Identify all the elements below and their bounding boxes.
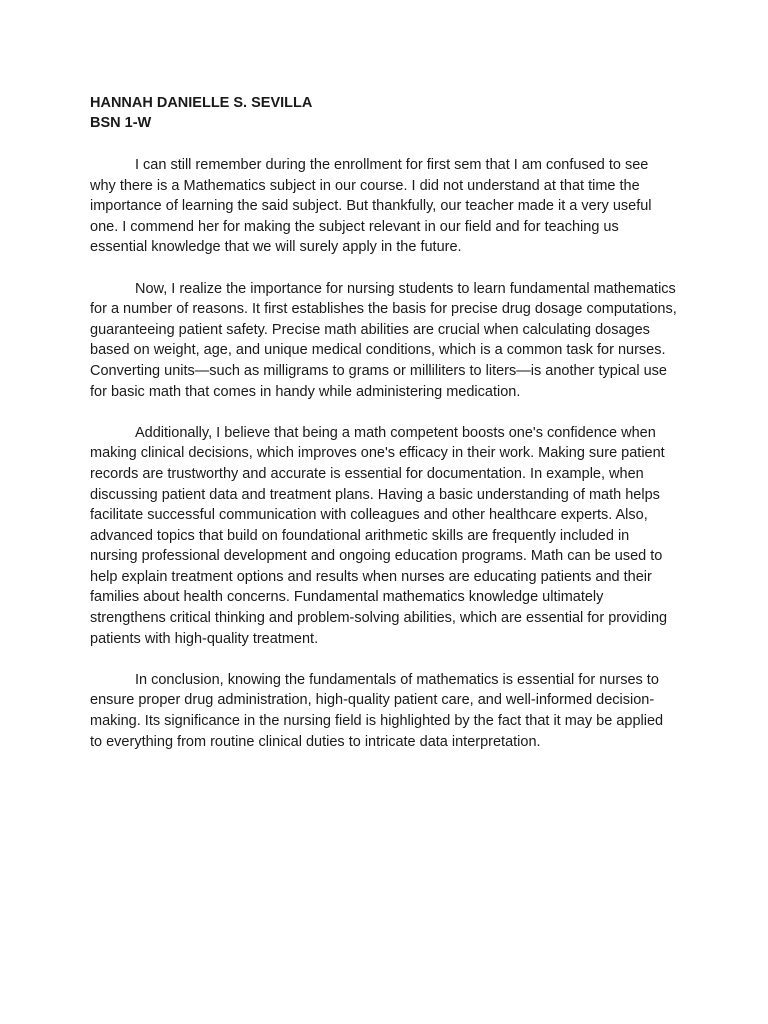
author-name: HANNAH DANIELLE S. SEVILLA [90,95,313,111]
essay-body [90,155,678,752]
paragraph-1: I can still remember during the enrollment for first sem that I am confused to see why there is a Mathematics subject in our course. I did not understand at that time the importance of learning the said subject. But thankfully, our teacher made it a very useful one. I commend her for making the subject relevant in our field and for teaching us essential knowledge that we will surely apply in the future. [90,157,652,256]
paragraph-3: Additionally, I believe that being a math competent boosts one's confidence when making clinical decisions, which improves one's efficacy in their work. Making sure patient records are trustworthy and accurate is essential for documentation. In example, when discussing patient data and treatment plans. Having a basic understanding of math helps facilitate successful communication with colleagues and other healthcare experts. Also, advanced topics that build on foundational arithmetic skills are frequently included in nursing professional development and ongoing education programs. Math can be used to help explain treatment options and results when nurses are educating patients and their families about health concerns. Fundamental mathematics knowledge ultimately strengthens critical thinking and problem-solving abilities, which are essential for providing patients with high-quality treatment. [90,424,668,647]
paragraph-2: Now, I realize the importance for nursing students to learn fundamental mathematics for a number of reasons. It first establishes the basis for precise drug dosage computations, guaranteeing patient safety. Precise math abilities are crucial when calculating dosages based on weight, age, and unique medical conditions, which is a common task for nurses. Converting units—such as milligrams to grams or milliliters to liters—is another typical use for basic math that comes in handy while administering medication. [90,280,677,400]
paragraph-4: In conclusion, knowing the fundamentals of mathematics is essential for nurses to ensure proper drug administration, high-quality patient care, and well-informed decision-making. Its significance in the nursing field is highlighted by the fact that it may be applied to everything from routine clinical duties to intricate data interpretation. [90,671,664,750]
author-section: BSN 1-W [90,115,152,131]
